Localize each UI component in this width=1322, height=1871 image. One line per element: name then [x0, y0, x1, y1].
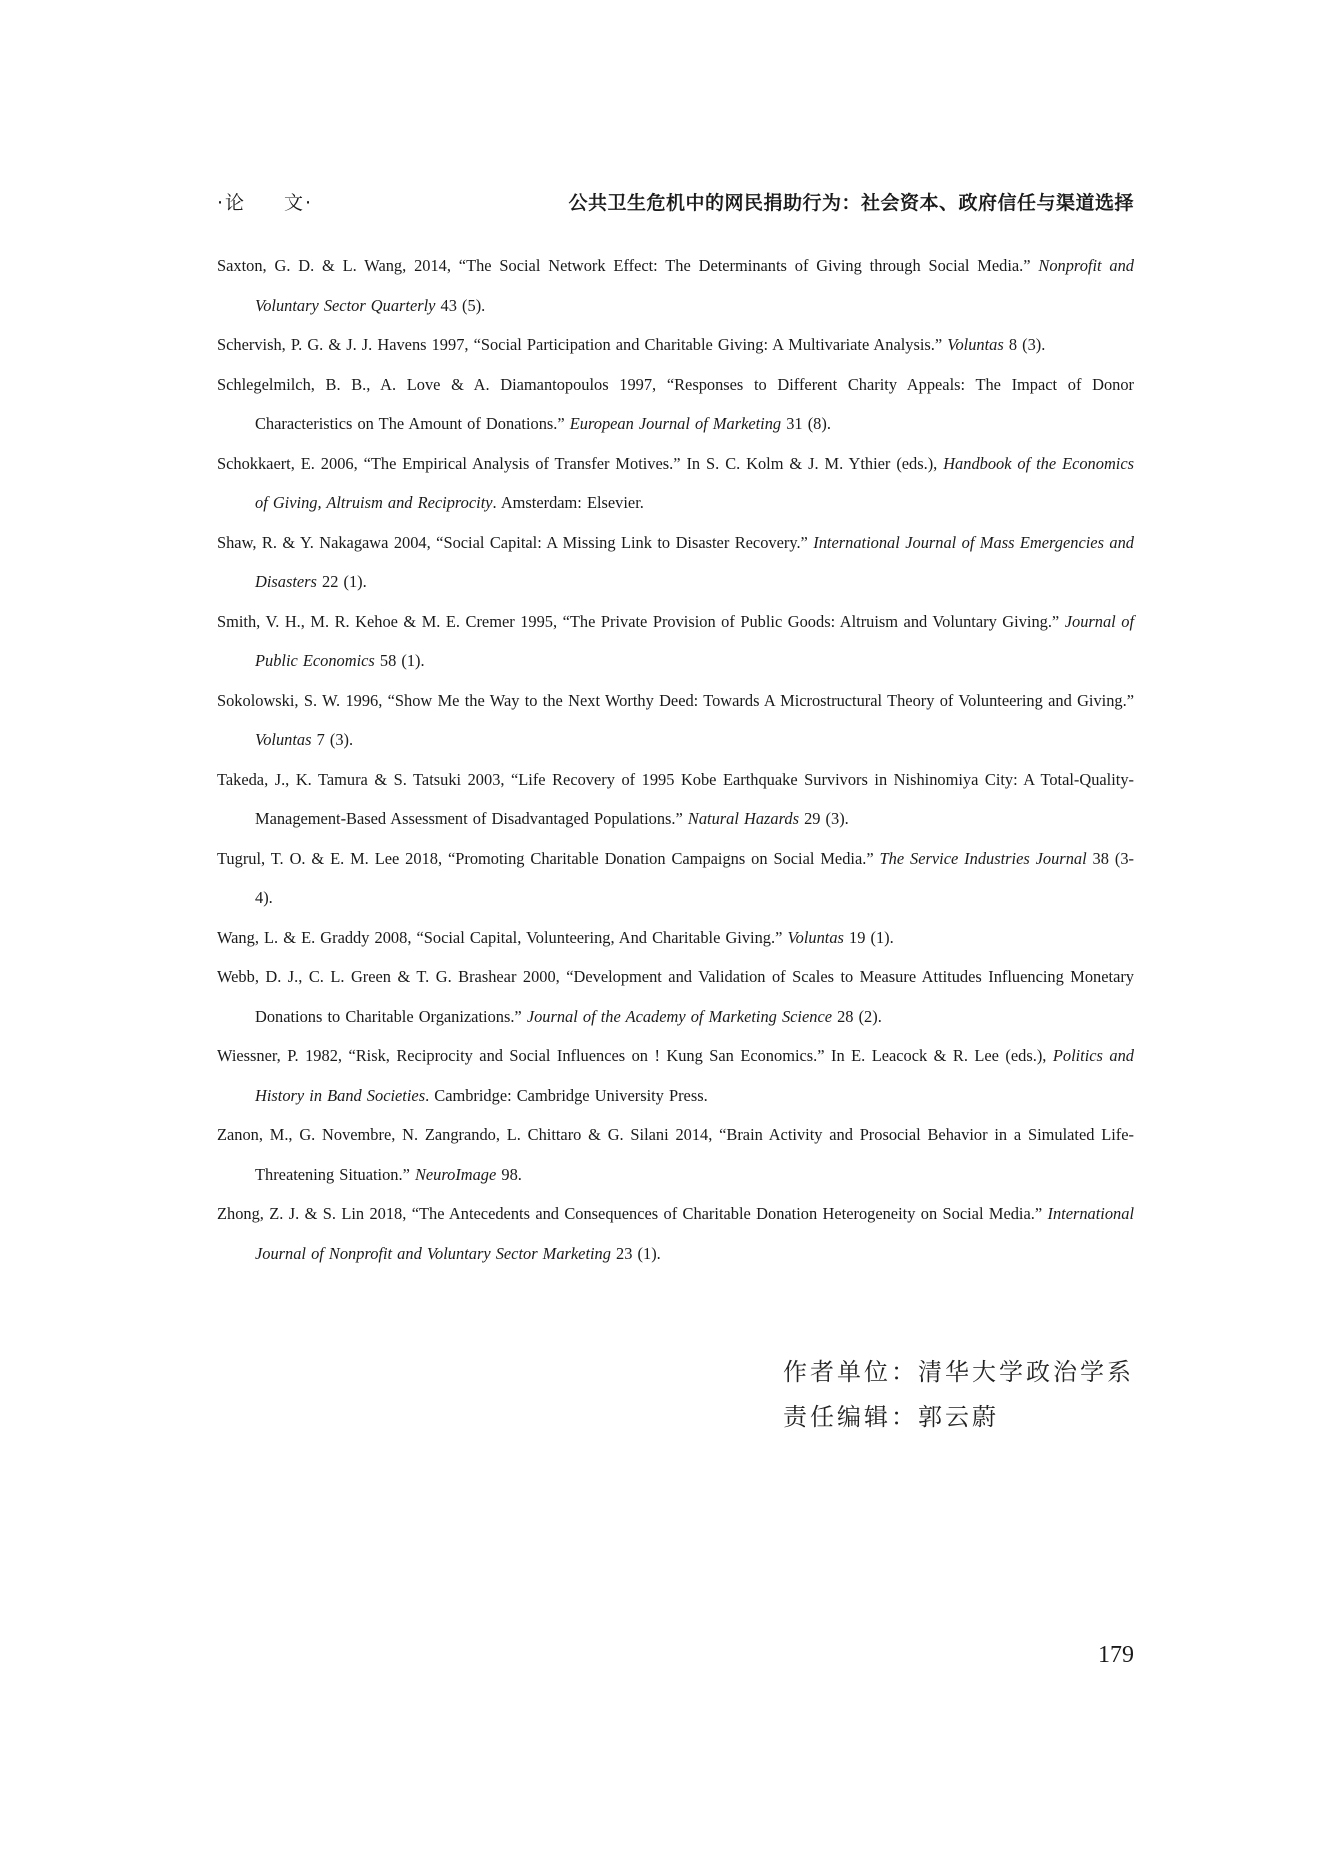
running-title: 公共卫生危机中的网民捐助行为：社会资本、政府信任与渠道选择	[568, 192, 1134, 214]
reference-item: Tugrul, T. O. & E. M. Lee 2018, “Promoting Charitable Donation Campaigns on Social Media.” The Service Industries Journal 38 (3-4).	[217, 848, 1134, 907]
section-label	[217, 188, 313, 215]
reference-item: Wiessner, P. 1982, “Risk, Reciprocity and Social Influences on ! Kung San Economics.” In E. Leacock & R. Lee (eds.), Politics and History in Band Societies. Cambridge: Cambridge University Press.	[217, 1046, 1134, 1105]
reference-item: Webb, D. J., C. L. Green & T. G. Brashear 2000, “Development and Validation of Scales to Measure Attitudes Influencing Monetary Donations to Charitable Organizations.” Journal of the Academy of Marketing Science 28 (2).	[217, 967, 1134, 1026]
responsible-editor: 责任编辑：郭云蔚	[783, 1403, 999, 1431]
author-affiliation: 作者单位：清华大学政治学系	[783, 1358, 1134, 1386]
article-footer	[783, 1350, 1134, 1440]
reference-item: Wang, L. & E. Graddy 2008, “Social Capital, Volunteering, And Charitable Giving.” Voluntas 19 (1).	[217, 927, 894, 947]
reference-list	[217, 246, 1134, 1273]
reference-item: Zanon, M., G. Novembre, N. Zangrando, L. Chittaro & G. Silani 2014, “Brain Activity and Prosocial Behavior in a Simulated Life-Threatening Situation.” NeuroImage 98.	[217, 1125, 1134, 1184]
reference-item: Schervish, P. G. & J. J. Havens 1997, “Social Participation and Charitable Giving: A Multivariate Analysis.” Voluntas 8 (3).	[217, 335, 1046, 354]
running-header	[217, 188, 1134, 218]
reference-item: Saxton, G. D. & L. Wang, 2014, “The Social Network Effect: The Determinants of Giving through Social Media.” Nonprofit and Voluntary Sector Quarterly 43 (5).	[217, 256, 1134, 315]
reference-item: Shaw, R. & Y. Nakagawa 2004, “Social Capital: A Missing Link to Disaster Recovery.” International Journal of Mass Emergencies and Disasters 22 (1).	[217, 532, 1134, 591]
reference-item: Smith, V. H., M. R. Kehoe & M. E. Cremer 1995, “The Private Provision of Public Goods: Altruism and Voluntary Giving.” Journal of Public Economics 58 (1).	[217, 611, 1134, 670]
section-label-left: ·论	[217, 192, 247, 214]
reference-item: Schlegelmilch, B. B., A. Love & A. Diamantopoulos 1997, “Responses to Different Charity Appeals: The Impact of Donor Characteristics on The Amount of Donations.” European Journal of Marketing 31 (8).	[217, 374, 1134, 433]
reference-item: Takeda, J., K. Tamura & S. Tatsuki 2003, “Life Recovery of 1995 Kobe Earthquake Survivors in Nishinomiya City: A Total-Quality-Management-Based Assessment of Disadvantaged Populations.” Natural Hazards 29 (3).	[217, 769, 1134, 828]
section-label-right: 文·	[284, 192, 314, 214]
page-number: 179	[1098, 1642, 1134, 1668]
reference-item: Schokkaert, E. 2006, “The Empirical Analysis of Transfer Motives.” In S. C. Kolm & J. M. Ythier (eds.), Handbook of the Economics of Giving, Altruism and Reciprocity. Amsterdam: Elsevier.	[217, 453, 1134, 512]
reference-item: Sokolowski, S. W. 1996, “Show Me the Way to the Next Worthy Deed: Towards A Microstructural Theory of Volunteering and Giving.” Voluntas 7 (3).	[217, 690, 1134, 749]
reference-item: Zhong, Z. J. & S. Lin 2018, “The Antecedents and Consequences of Charitable Donation Heterogeneity on Social Media.” International Journal of Nonprofit and Voluntary Sector Marketing 23 (1).	[217, 1204, 1134, 1263]
